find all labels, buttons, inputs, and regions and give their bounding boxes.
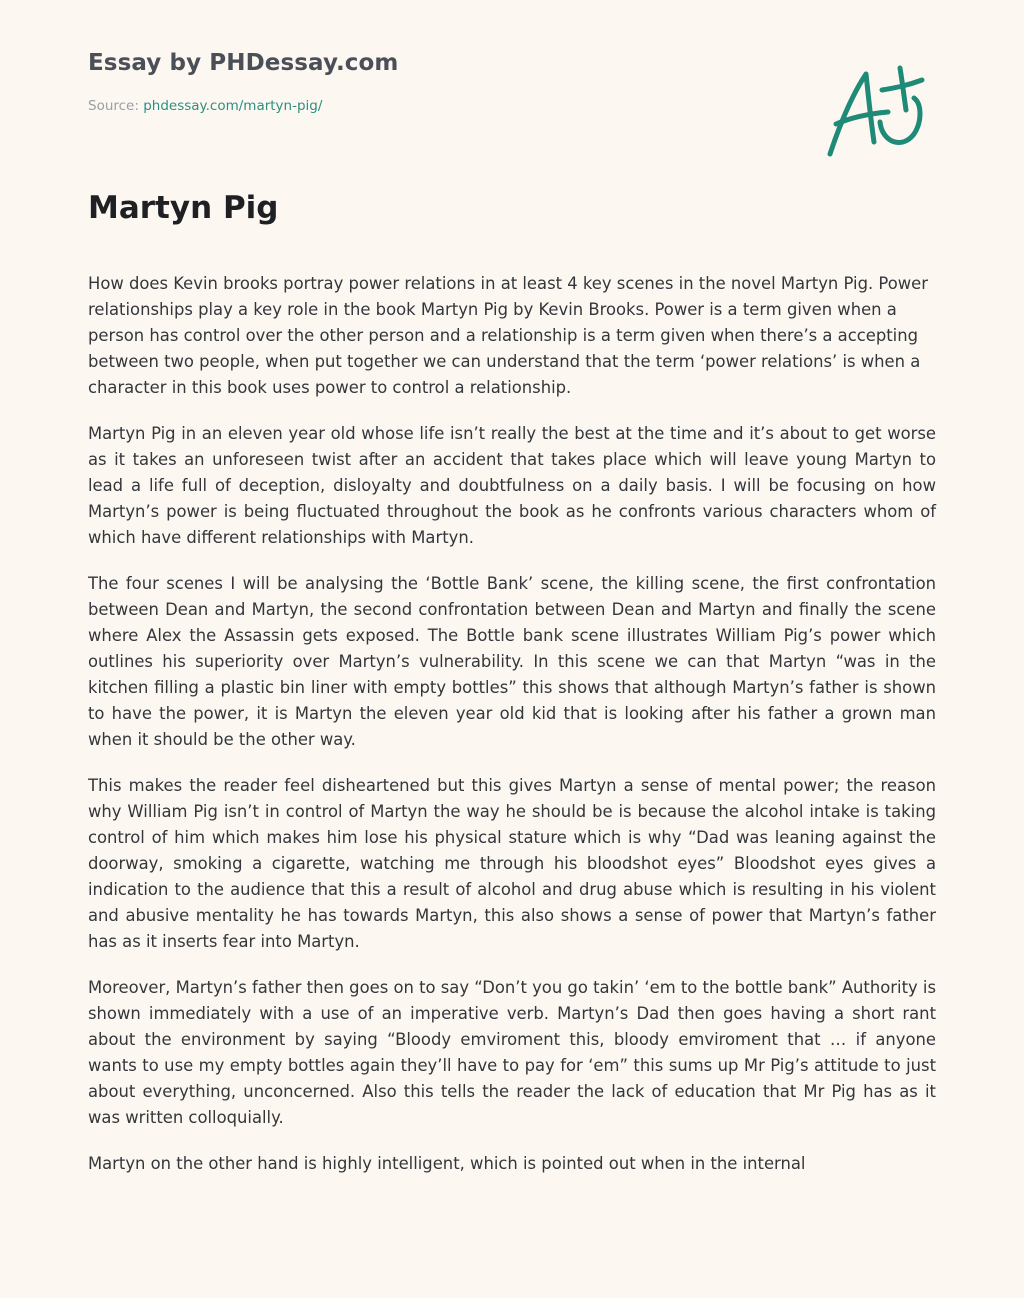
essay-paragraph: How does Kevin brooks portray power relations in at least 4 key scenes in the novel Martyn Pig. Power relationships play a key role in the book Martyn Pig by Kevin Brooks. Power is a term given when a person has control over the other person and a relationship is a term given when there’s a accepting between two people, when put together we can understand that the term ‘power relations’ is when a character in this book uses power to control a relationship. bbox=[88, 274, 928, 397]
source-line bbox=[88, 98, 398, 114]
essay-paragraph: Moreover, Martyn’s father then goes on to say “Don’t you go takin’ ‘em to the bottle bank” Authority is shown immediately with a use of an imperative verb. Martyn’s Dad then goes having a short rant about the environment by saying “Bloody emviroment this, bloody emviroment that … if anyone wants to use my empty bottles again they’ll have to pay for ‘em” this sums up Mr Pig’s attitude to just about everything, unconcerned. Also this tells the reader the lack of education that Mr Pig has as it was written colloquially. bbox=[88, 978, 936, 1127]
site-brand: Essay by PHDessay.com bbox=[88, 50, 399, 76]
source-label: Source: bbox=[88, 98, 139, 114]
source-link[interactable]: phdessay.com/martyn-pig/ bbox=[143, 98, 323, 114]
essay-paragraph: The four scenes I will be analysing the ‘Bottle Bank’ scene, the killing scene, the first confrontation between Dean and Martyn, the second confrontation between Dean and Martyn and finally the scene where Alex the Assassin gets exposed. The Bottle bank scene illustrates William Pig’s power which outlines his superiority over Martyn’s vulnerability. In this scene we can that Martyn “was in the kitchen filling a plastic bin liner with empty bottles” this shows that although Martyn’s father is shown to have the power, it is Martyn the eleven year old kid that is looking after his father a grown man when it should be the other way. bbox=[88, 574, 936, 749]
essay-body bbox=[88, 271, 936, 1197]
essay-paragraph: Martyn Pig in an eleven year old whose life isn’t really the best at the time and it’s about to get worse as it takes an unforeseen twist after an accident that takes place which will leave young Martyn to lead a life full of deception, disloyalty and doubtfulness on a daily basis. I will be focusing on how Martyn’s power is being fluctuated throughout the book as he confronts various characters whom of which have different relationships with Martyn. bbox=[88, 424, 936, 547]
page-title: Martyn Pig bbox=[88, 190, 279, 226]
essay-paragraph: Martyn on the other hand is highly intelligent, which is pointed out when in the internal bbox=[88, 1154, 806, 1173]
essay-paragraph: This makes the reader feel disheartened but this gives Martyn a sense of mental power; the reason why William Pig isn’t in control of Martyn the way he should be is because the alcohol intake is taking control of him which makes him lose his physical stature which is why “Dad was leaning against the doorway, smoking a cigarette, watching me through his bloodshot eyes” Bloodshot eyes gives a indication to the audience that this a result of alcohol and drug abuse which is resulting in his violent and abusive mentality he has towards Martyn, this also shows a sense of power that Martyn’s father has as it inserts fear into Martyn. bbox=[88, 776, 936, 951]
a-plus-logo-icon bbox=[822, 62, 932, 162]
page-header bbox=[88, 50, 398, 114]
